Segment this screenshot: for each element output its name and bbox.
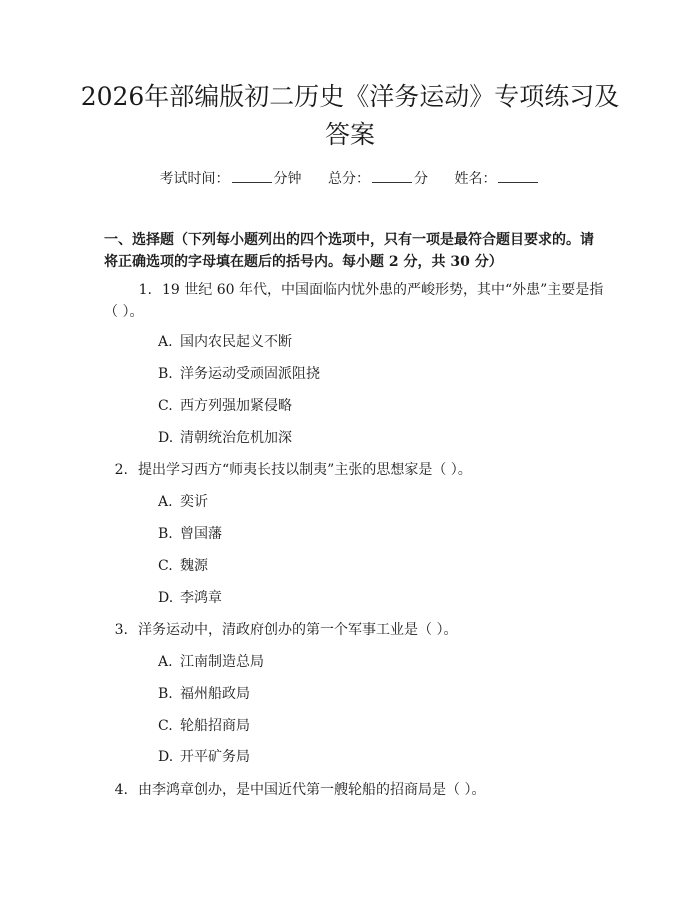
total-score-blank: [372, 170, 412, 183]
exam-time-label: 考试时间：: [159, 171, 230, 187]
option-letter: D.: [158, 749, 174, 765]
question-3-option-d: [158, 747, 250, 767]
total-score-unit: 分: [414, 171, 428, 187]
question-1: [104, 279, 604, 323]
page-title: 2026年部编版初二历史《洋务运动》专项练习及答案: [80, 82, 620, 149]
option-letter: B.: [158, 366, 173, 382]
option-text: 国内农民起义不断: [180, 334, 292, 350]
option-text: 开平矿务局: [180, 749, 250, 765]
option-letter: A.: [158, 494, 173, 510]
question-text: 由李鸿章创办，是中国近代第一艘轮船的招商局是（ ）。: [138, 782, 486, 798]
option-text: 轮船招商局: [180, 718, 250, 734]
total-score-label: 总分：: [328, 171, 370, 187]
question-4: [104, 779, 604, 801]
option-letter: C.: [158, 558, 173, 574]
question-number: 3.: [114, 622, 128, 638]
section-heading: 一、选择题（下列每小题列出的四个选项中，只有一项是最符合题目要求的。请将正确选项的字母填在题后的括号内。每小题 2 分，共 30 分）: [104, 232, 594, 270]
student-name-blank: [498, 170, 538, 183]
question-3-option-a: [158, 652, 264, 672]
option-text: 江南制造总局: [180, 654, 264, 670]
question-2-option-a: [158, 492, 208, 512]
question-number: 4.: [114, 782, 128, 798]
option-letter: C.: [158, 398, 173, 414]
question-3: [104, 619, 604, 641]
question-1-option-c: [158, 396, 292, 416]
option-text: 清朝统治危机加深: [180, 430, 292, 446]
option-letter: D.: [158, 590, 174, 606]
option-text: 奕䜣: [180, 494, 208, 510]
option-text: 西方列强加紧侵略: [180, 398, 292, 414]
exam-time-blank: [232, 170, 272, 183]
option-letter: B.: [158, 686, 173, 702]
question-number: 2.: [114, 462, 128, 478]
question-number: 1.: [138, 282, 152, 298]
student-name-label: 姓名：: [454, 171, 497, 187]
exam-info: [0, 168, 700, 188]
question-2-option-b: [158, 524, 222, 544]
question-1-option-a: [158, 332, 292, 352]
option-text: 魏源: [180, 558, 208, 574]
question-2: [104, 459, 604, 481]
total-score-field: [328, 168, 428, 188]
option-text: 洋务运动受顽固派阻挠: [180, 366, 320, 382]
option-letter: B.: [158, 526, 173, 542]
question-text: 洋务运动中，清政府创办的第一个军事工业是（ ）。: [138, 622, 458, 638]
question-3-option-c: [158, 716, 250, 736]
option-letter: A.: [158, 334, 173, 350]
option-text: 曾国藩: [180, 526, 222, 542]
question-1-option-d: [158, 428, 292, 448]
exam-time-unit: 分钟: [273, 171, 302, 187]
option-text: 李鸿章: [180, 590, 222, 606]
option-letter: C.: [158, 718, 173, 734]
question-text: 19 世纪 60 年代，中国面临内忧外患的严峻形势，其中“外患”主要是指（ ）。: [104, 282, 604, 320]
option-letter: D.: [158, 430, 174, 446]
student-name-field: [454, 168, 540, 188]
option-letter: A.: [158, 654, 173, 670]
question-text: 提出学习西方“师夷长技以制夷”主张的思想家是（ ）。: [138, 462, 472, 478]
question-1-option-b: [158, 364, 320, 384]
question-2-option-d: [158, 588, 222, 608]
option-text: 福州船政局: [180, 686, 250, 702]
question-2-option-c: [158, 556, 208, 576]
question-3-option-b: [158, 684, 250, 704]
exam-time-field: [160, 168, 302, 188]
